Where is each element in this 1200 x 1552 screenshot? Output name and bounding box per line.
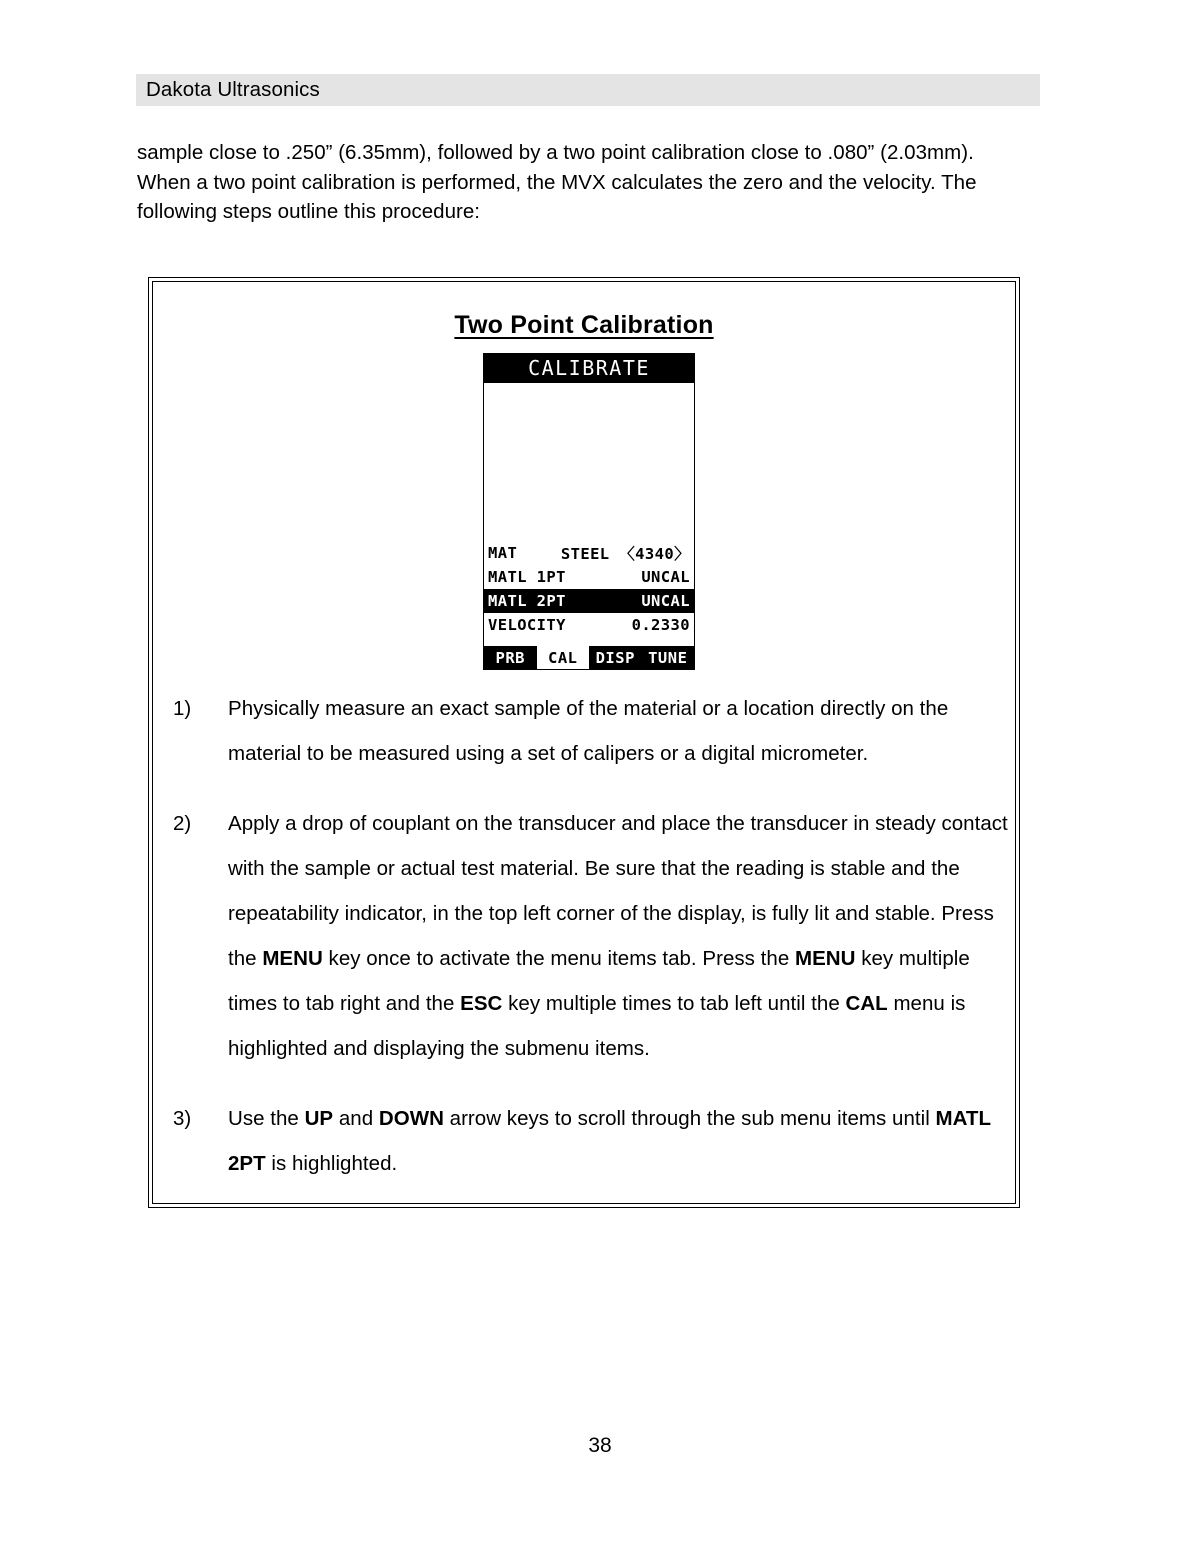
lcd-screen [483, 353, 695, 670]
step-text-run: Apply a drop of couplant on the transducer and place the transducer in steady contact with the sample or actual test material. Be sure that the reading is stable and the repeatability indicator, in the top left corner of the display, is fully lit and stable. Press the [228, 812, 1008, 970]
lcd-menu-row-label: MAT [488, 544, 518, 562]
page-number: 38 [588, 1434, 612, 1457]
lcd-menu-row-value: 0.2330 [631, 616, 690, 634]
figure-title [153, 311, 1015, 340]
step-text [228, 697, 948, 765]
lcd-waveform-area [484, 383, 694, 541]
step-item [173, 801, 1009, 1071]
step-text-run: key multiple times to tab right and the [228, 947, 970, 1015]
steps-list [173, 686, 1009, 1186]
step-text-emphasis: DOWN [378, 1107, 444, 1130]
lcd-menu-row-label: MATL 1PT [488, 568, 566, 586]
step-number: 2) [173, 812, 192, 835]
step-text-run: arrow keys to scroll through the sub menu items until [443, 1107, 936, 1130]
lcd-tab-prb[interactable]: PRB [484, 646, 537, 669]
step-text-emphasis: MENU [262, 947, 323, 970]
step-item [173, 686, 1009, 776]
step-text [228, 812, 1008, 1060]
step-text-run: menu is highlighted and displaying the submenu items. [228, 992, 966, 1060]
lcd-menu-row[interactable] [484, 565, 694, 589]
step-item [173, 1096, 1009, 1186]
step-text-emphasis: CAL [845, 992, 888, 1015]
lcd-menu-rows [484, 541, 694, 637]
step-number: 3) [173, 1107, 192, 1130]
lcd-menu-row-label: MATL 2PT [488, 592, 566, 610]
lcd-tab-cal[interactable]: CAL [537, 646, 590, 669]
lcd-tab-tune[interactable]: TUNE [642, 646, 695, 669]
step-text-run: and [333, 1107, 379, 1130]
step-text-emphasis: ESC [460, 992, 503, 1015]
figure-frame-inner [152, 281, 1016, 1204]
lcd-menu-row-value: UNCAL [641, 568, 690, 586]
step-text-run: key multiple times to tab left until the [502, 992, 846, 1015]
lcd-menu-row[interactable] [484, 541, 694, 565]
lcd-menu-row-label: VELOCITY [488, 616, 566, 634]
step-text-run: key once to activate the menu items tab. Press the [322, 947, 795, 970]
step-text-run: is highlighted. [265, 1152, 398, 1175]
step-number: 1) [173, 697, 192, 720]
lcd-menu-row[interactable] [484, 613, 694, 637]
step-text [228, 1107, 991, 1175]
figure-frame-outer [148, 277, 1020, 1208]
step-text-run: Use the [228, 1107, 305, 1130]
step-text-emphasis: UP [304, 1107, 334, 1130]
page-header-band [136, 74, 1040, 106]
lcd-menu-row-value: UNCAL [641, 592, 690, 610]
lcd-tab-disp[interactable]: DISP [589, 646, 642, 669]
step-text-run: Physically measure an exact sample of the material or a location directly on the material to be measured using a set of calipers or a digital micrometer. [228, 697, 949, 765]
page-header-title: Dakota Ultrasonics [146, 78, 320, 101]
step-text-emphasis: MENU [794, 947, 856, 970]
step-text-emphasis: MATL 2PT [228, 1107, 991, 1175]
lcd-menu-row-value: STEEL 〈4340〉 [560, 545, 690, 563]
intro-paragraph: sample close to .250” (6.35mm), followed by a two point calibration close to .080” (2.03mm). When a two point calibration is performed, the MVX calculates the zero and the velocity. The following steps outline this procedure: [137, 141, 977, 223]
lcd-screen-title: CALIBRATE [484, 354, 694, 383]
lcd-tab-bar [484, 646, 694, 669]
lcd-menu-row[interactable] [484, 589, 694, 613]
figure-title-text: Two Point Calibration [454, 311, 714, 339]
